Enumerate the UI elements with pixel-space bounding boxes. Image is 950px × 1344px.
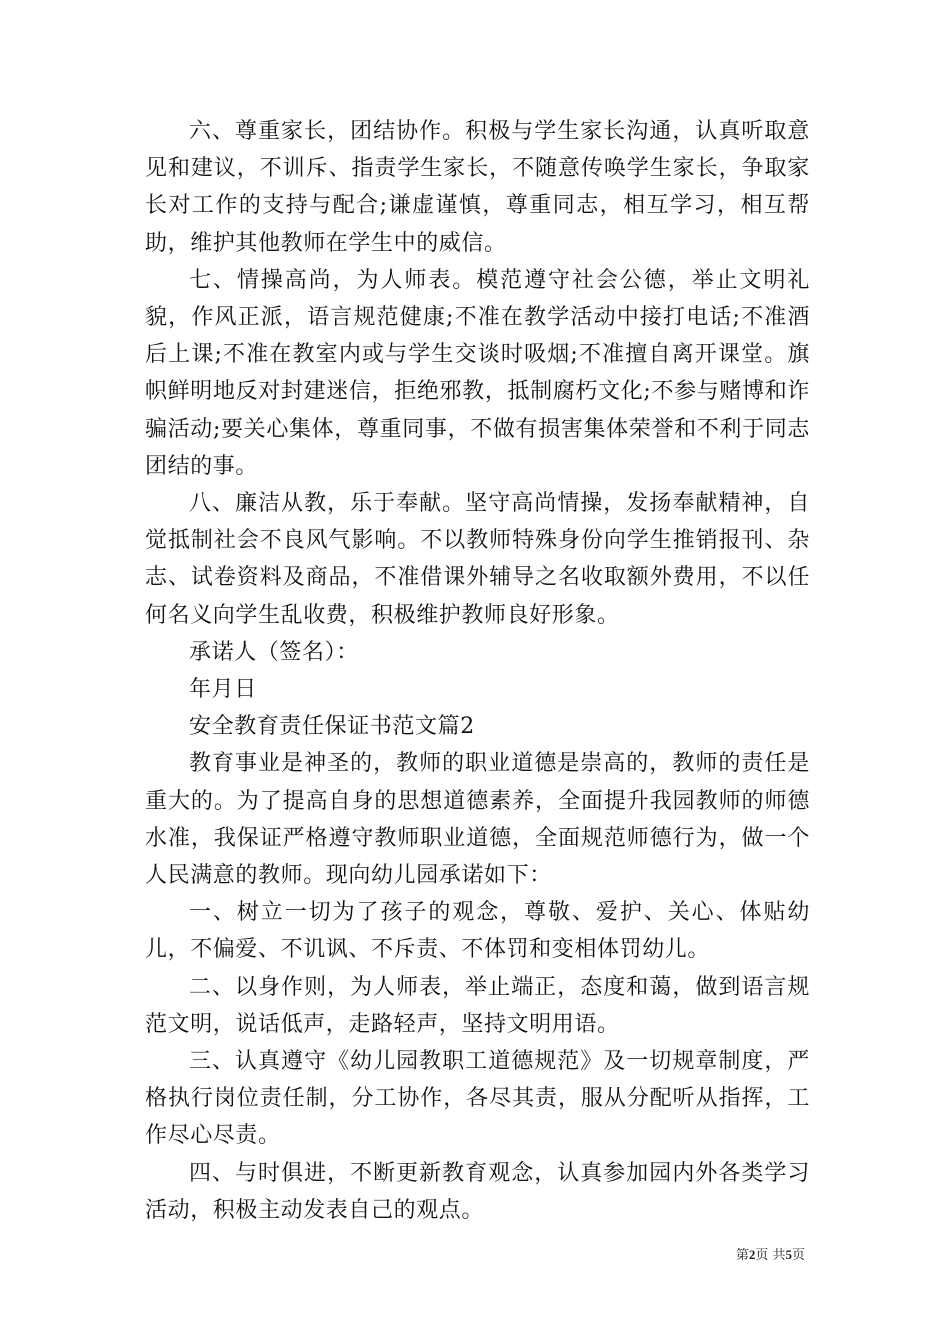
- signature-line: 承诺人（签名）：: [189, 639, 359, 665]
- footer-page-number: 2: [748, 1247, 756, 1262]
- paragraph-eight: 八、廉洁从教，乐于奉献。坚守高尚情操，发扬奉献精神，自觉抵制社会不良风气影响。不以教师特殊身份向学生推销报刊、杂志、试卷资料及商品，不准借课外辅导之名收取额外费用，不以任何名义向学生乱收费，积极维护教师良好形象。: [145, 491, 810, 628]
- footer-middle: 页 共: [755, 1248, 786, 1263]
- section-title: 安全教育责任保证书范文篇2: [189, 714, 475, 740]
- item-three: 三、认真遵守《幼儿园教职工道德规范》及一切规章制度，严格执行岗位责任制，分工协作，各尽其责，服从分配听从指挥，工作尽心尽责。: [145, 1049, 810, 1149]
- item-four: 四、与时俱进，不断更新教育观念，认真参加园内外各类学习活动，积极主动发表自己的观点。: [145, 1160, 810, 1223]
- intro-paragraph: 教育事业是神圣的，教师的职业道德是崇高的，教师的责任是重大的。为了提高自身的思想道德素养，全面提升我园教师的师德水准，我保证严格遵守教师职业道德，全面规范师德行为，做一个人民满意的教师。现向幼儿园承诺如下：: [145, 751, 810, 889]
- footer-total-pages: 5: [785, 1247, 792, 1262]
- date-line: 年月日: [189, 677, 257, 703]
- footer-prefix: 第: [735, 1248, 749, 1263]
- item-two: 二、以身作则，为人师表，举止端正，态度和蔼，做到语言规范文明，说话低声，走路轻声，坚持文明用语。: [145, 974, 810, 1037]
- item-one: 一、树立一切为了孩子的观念，尊敬、爱护、关心、体贴幼儿，不偏爱、不讥讽、不斥责、不体罚和变相体罚幼儿。: [145, 900, 810, 963]
- paragraph-six: 六、尊重家长，团结协作。积极与学生家长沟通，认真听取意见和建议，不训斥、指责学生家长，不随意传唤学生家长，争取家长对工作的支持与配合;谦虚谨慎，尊重同志，相互学习，相互帮助，维护其他教师在学生中的威信。: [145, 119, 810, 256]
- paragraph-seven: 七、情操高尚，为人师表。模范遵守社会公德，举止文明礼貌，作风正派，语言规范健康;不准在教学活动中接打电话;不准酒后上课;不准在教室内或与学生交谈时吸烟;不准擅自离开课堂。旗帜鲜明地反对封建迷信，拒绝邪教，抵制腐朽文化;不参与赌博和诈骗活动;要关心集体，尊重同事，不做有损害集体荣誉和不利于同志团结的事。: [145, 267, 810, 479]
- footer-suffix: 页: [791, 1248, 805, 1263]
- page-footer: [736, 1246, 805, 1265]
- document-body: [145, 113, 810, 1229]
